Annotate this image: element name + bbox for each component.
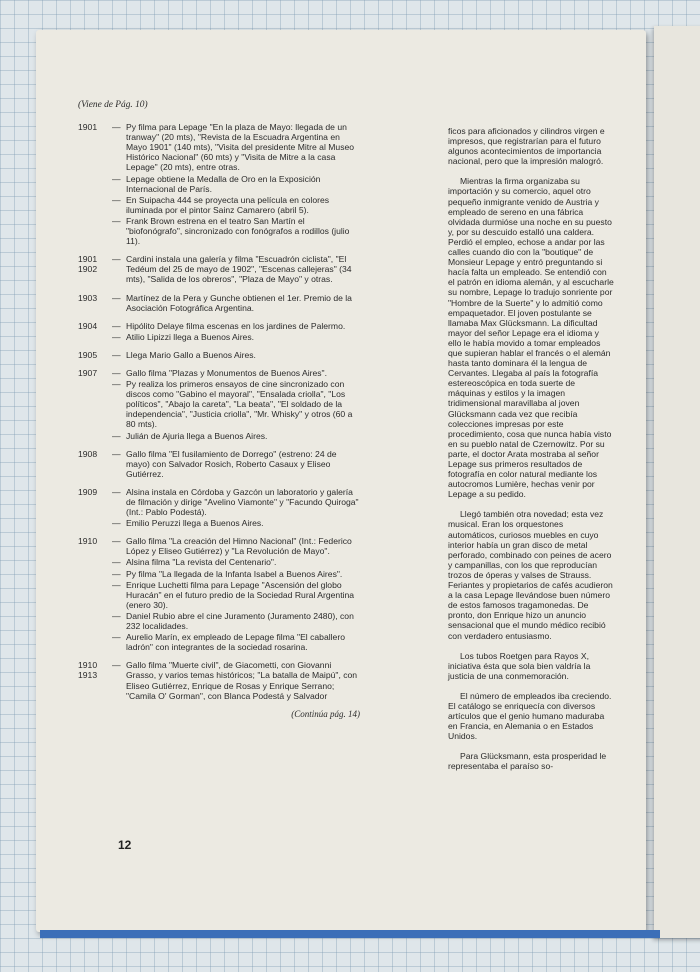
entry-dash: — xyxy=(112,660,121,671)
entry-text: Py filma para Lepage "En la plaza de Mayo: llegada de un tranway" (20 mts), "Revista de la Escuadra Argentina en Mayo 1901" (140 mts), "Visita del presidente Mitre al Museo Histórico Nacional" (60 mts) y "Visita de Mitre a la casa Lepage" (20 mts), entre otras. xyxy=(126,122,355,173)
chronology-entry xyxy=(78,379,360,429)
entry-dash: — xyxy=(112,536,121,547)
entry-year xyxy=(78,580,112,610)
entry-text: Emilio Peruzzi llega a Buenos Aires. xyxy=(126,518,264,529)
article-paragraph: Para Glücksmann, esta prosperidad le representaba el paraíso so- xyxy=(448,751,607,772)
entry-year: 1904 xyxy=(78,320,98,331)
entry-dash: — xyxy=(112,518,121,529)
entry-year xyxy=(78,332,112,342)
entry-dash: — xyxy=(112,173,121,184)
chronology-entry xyxy=(78,518,360,528)
page-number: 12 xyxy=(118,838,132,852)
entry-year: 1910 1913 xyxy=(78,660,98,681)
entry-year: 1907 xyxy=(78,367,98,378)
chronology-entry xyxy=(78,580,360,610)
article-paragraph: Los tubos Roetgen para Rayos X, iniciativa ésta que sola bien valdría la justicia de una conmemoración. xyxy=(448,650,591,681)
chronology-column xyxy=(78,100,360,719)
entry-year xyxy=(78,379,112,429)
entry-year xyxy=(78,431,112,441)
entry-dash: — xyxy=(112,430,121,441)
entry-text: Cardini instala una galería y filma "Escuadrón ciclista", "El Tedéum del 25 de mayo de 1902", "Escenas callejeras" (34 mts), "Salida de los obreros", "Plaza de Mayo" y otras. xyxy=(126,254,352,285)
article-paragraph: Llegó también otra novedad; esta vez musical. Eran los orquestones automáticos, curiosos muebles en cuyo interior había un gran disco de metal perforado, combinado con peines de acero y campanillas, con los que reproducían trozos de óperas y valses de Strauss. Feriantes y propietarios de cafés acudieron a la casa Lepage llevándose buen número de estos famosos tragamonedas. De pronto, don Enrique hizo un anuncio sensacional que el mundo médico recibió con verdadero entusiasmo. xyxy=(448,509,613,641)
entry-dash: — xyxy=(112,448,121,459)
chronology-entry xyxy=(78,536,360,556)
entry-dash: — xyxy=(112,632,121,643)
entry-dash: — xyxy=(112,379,121,390)
entry-year: 1903 xyxy=(78,292,98,303)
viene-note: (Viene de Pág. 10) xyxy=(78,100,148,110)
chronology-entry xyxy=(78,632,360,652)
entry-text: Enrique Luchetti filma para Lepage "Ascensión del globo Huracán" en el futuro predio de la Sociedad Rural Argentina (enero 30). xyxy=(126,579,355,610)
entry-year xyxy=(78,174,112,194)
article-paragraph: ficos para aficionados y cilindros virgen e impresos, que registrarían para el futuro algunos acontecimientos de importancia nacional, pero que la impresión malogró. xyxy=(448,126,605,167)
entry-text: Llega Mario Gallo a Buenos Aires. xyxy=(126,349,256,360)
entry-dash: — xyxy=(112,194,121,205)
entry-text: Py filma "La llegada de la Infanta Isabel a Buenos Aires". xyxy=(126,568,343,579)
entry-dash: — xyxy=(112,486,121,497)
entry-dash: — xyxy=(112,579,121,590)
entry-dash: — xyxy=(112,610,121,621)
chronology-entry xyxy=(78,195,360,215)
entry-text: Julián de Ajuria llega a Buenos Aires. xyxy=(126,430,268,441)
chronology-entry xyxy=(78,660,360,700)
entry-year xyxy=(78,611,112,631)
entry-text: Gallo filma "El fusilamiento de Dorrego" (estreno: 24 de mayo) con Salvador Rosich, Roberto Casaux y Eliseo Gutiérrez. xyxy=(126,448,337,479)
entry-year xyxy=(78,569,112,579)
chronology-entry xyxy=(78,449,360,479)
entry-text: Aurelio Marín, ex empleado de Lepage filma "El caballero ladrón" con integrantes de la sociedad rosarina. xyxy=(126,632,345,653)
chronology-entry xyxy=(78,487,360,517)
entry-text: Gallo filma "Plazas y Monumentos de Buenos Aires". xyxy=(126,367,327,378)
entry-text: Alsina filma "La revista del Centenario". xyxy=(126,557,277,568)
entry-dash: — xyxy=(112,331,121,342)
chronology-entry xyxy=(78,350,360,360)
chronology-entry xyxy=(78,216,360,246)
entry-dash: — xyxy=(112,349,121,360)
entry-dash: — xyxy=(112,215,121,226)
chronology-entry xyxy=(78,557,360,567)
chronology-entry xyxy=(78,254,360,284)
entry-year xyxy=(78,216,112,246)
adjacent-page xyxy=(654,26,700,938)
entry-year: 1905 xyxy=(78,349,98,360)
article-paragraph: El número de empleados iba creciendo. El catálogo se enriquecía con diversos artículos que el genio humano maduraba en Francia, en Alemania o en Estados Unidos. xyxy=(448,690,612,742)
blue-backing-edge xyxy=(40,930,660,938)
entry-year xyxy=(78,518,112,528)
entry-text: Gallo filma "Muerte civil", de Giacometti, con Giovanni Grasso, y varios temas históricos; "La batalla de Maipú", con Eliseo Gutiérrez, Enrique de Rosas y Enrique Serrano; "Camila O' Gorman", con Blanca Podestá y Salvador xyxy=(126,660,358,701)
chronology-list xyxy=(78,122,360,701)
entry-text: Hipólito Delaye filma escenas en los jardines de Palermo. xyxy=(126,320,346,331)
entry-dash: — xyxy=(112,292,121,303)
entry-year: 1910 xyxy=(78,536,98,547)
article-paragraph: Mientras la firma organizaba su importación y su comercio, aquel otro pequeño inmigrante venido de Austria y empleado de sereno en una fábrica olvidada durmióse una noche en su puesto y, por su descuido estalló una caldera. Perdió el empleo, echose a andar por las calles cuando dio con la "boutique" de Monsieur Lepage y entró preguntando si hacía falta un empleado. Se entendió con el patrón en idioma alemán, y al escucharle su nombre, Lepage lo tradujo sonriente por "Hombre de la Suerte" y lo admitió como empaquetador. El joven postulante se llamaba Max Glücksmann. La dificultad mayor del señor Lepage era el idioma y ello le había movido a tomar empleados que supieran hablar el francés o el alemán hasta tanto dominara él la lengua de Cervantes. Llegaba al país la fotografía estereoscópica en toda suerte de máquinas y estilos y la imagen tridimensional maravillaba al joven Glücksmann cada vez que recibía colecciones impresas por este procedimiento, cosa que nunca había visto en su pueblo natal de Czernowitz. Por su parte, el doctor Arata mostraba al señor Lepage sus primeros resultados de fotografía en color natural mediante los autocromos Lumière, hechas venir por Lepage a su pedido. xyxy=(448,176,614,500)
entry-text: Martínez de la Pera y Gunche obtienen el 1er. Premio de la Asociación Fotográfica Argentina. xyxy=(126,292,352,313)
entry-text: Lepage obtiene la Medalla de Oro en la Exposición Internacional de París. xyxy=(126,173,321,194)
chronology-entry xyxy=(78,293,360,313)
entry-text: Gallo filma "La creación del Himno Nacional" (Int.: Federico López y Eliseo Gutiérrez) y "La Revolución de Mayo". xyxy=(126,536,352,557)
article-column xyxy=(448,126,614,782)
entry-year: 1908 xyxy=(78,448,98,459)
chronology-entry xyxy=(78,174,360,194)
chronology-entry xyxy=(78,431,360,441)
chronology-entry xyxy=(78,332,360,342)
entry-dash: — xyxy=(112,367,121,378)
chronology-entry xyxy=(78,321,360,331)
entry-text: Py realiza los primeros ensayos de cine sincronizado con discos como "Gabino el mayoral", "Ensalada criolla", "Los políticos", "Abajo la careta", "La beata", "El soldado de la independencia", "Justicia criolla", "Mr. Whisky" y otros (60 a 80 mts). xyxy=(126,379,353,430)
chronology-entry xyxy=(78,569,360,579)
entry-year xyxy=(78,632,112,652)
chronology-entry xyxy=(78,122,360,172)
entry-year: 1909 xyxy=(78,486,98,497)
entry-dash: — xyxy=(112,320,121,331)
continua-note: (Continúa pág. 14) xyxy=(291,708,360,719)
entry-text: Alsina instala en Córdoba y Gazcón un laboratorio y galería de filmación y dirige "Avelino Viamonte" y "Facundo Quiroga" (Int.: Pablo Podestá). xyxy=(126,486,359,518)
entry-dash: — xyxy=(112,557,121,568)
entry-text: Atilio Lipizzi llega a Buenos Aires. xyxy=(126,331,255,342)
entry-year xyxy=(78,557,112,567)
entry-dash: — xyxy=(112,568,121,579)
entry-year: 1901 xyxy=(78,122,98,133)
entry-dash: — xyxy=(112,254,121,265)
entry-text: Daniel Rubio abre el cine Juramento (Juramento 2480), con 232 localidades. xyxy=(126,610,354,632)
entry-text: En Suipacha 444 se proyecta una película en colores iluminada por el pintor Sainz Camarero (abril 5). xyxy=(126,194,330,215)
entry-year: 1901 1902 xyxy=(78,254,98,275)
entry-year xyxy=(78,195,112,215)
chronology-entry xyxy=(78,368,360,378)
entry-dash: — xyxy=(112,122,121,133)
entry-text: Frank Brown estrena en el teatro San Martín el "biofonógrafo", sincronizado con fonógrafos a rodillos (julio 11). xyxy=(126,215,350,247)
chronology-entry xyxy=(78,611,360,631)
